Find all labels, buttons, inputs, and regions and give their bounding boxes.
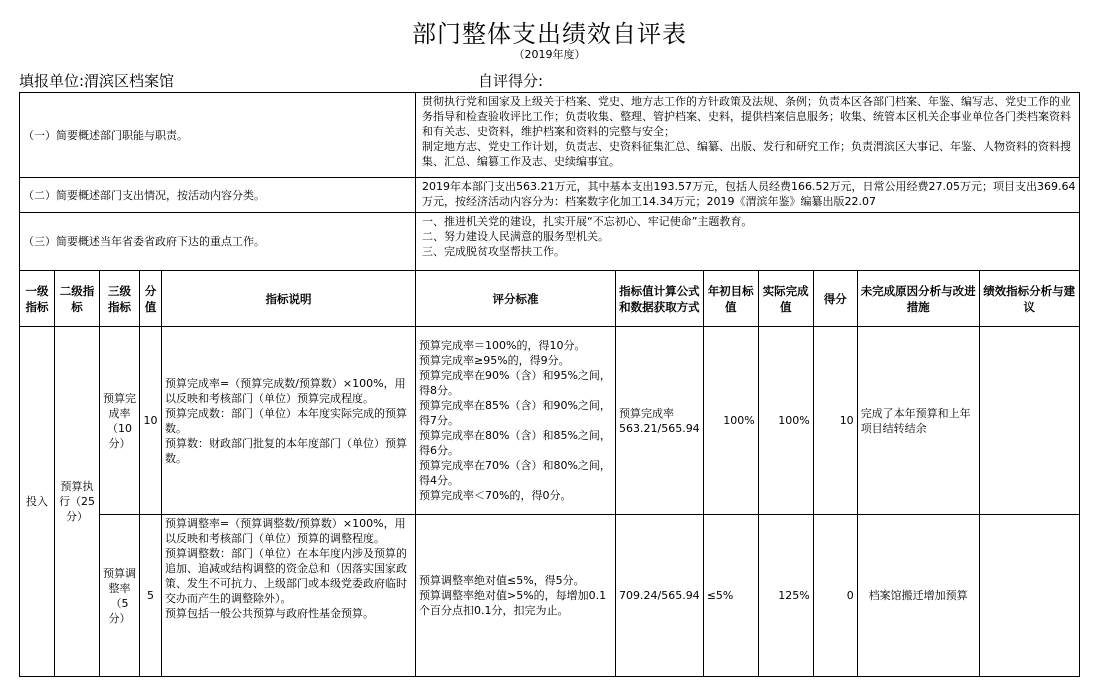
overview-label-3: （三）简要概述当年省委省政府下达的重点工作。 [20, 213, 416, 271]
level3-cell: 预算调整率（5分） [100, 515, 140, 677]
target-cell: ≤5% [703, 515, 758, 677]
report-year: （2019年度） [513, 48, 586, 61]
col-header-score: 得分 [813, 271, 857, 327]
performance-table [19, 92, 1080, 677]
overview-label-2: （二）简要概述部门支出情况，按活动内容分类。 [20, 178, 416, 213]
actual-cell: 100% [758, 327, 813, 515]
description-cell: 预算完成率=（预算完成数/预算数）×100%，用以反映和考核部门（单位）预算完成程度。 预算完成数：部门（单位）本年度实际完成的预算数。 预算数：财政部门批复的本年度部门（单位）预算数。 [162, 327, 416, 515]
level2-cell: 预算执行（25分） [55, 327, 100, 677]
table-row [20, 327, 1080, 515]
col-header-reason: 未完成原因分析与改进措施 [857, 271, 979, 327]
analysis-cell [979, 515, 1079, 677]
formula-cell: 预算完成率 563.21/565.94 [616, 327, 704, 515]
reason-cell: 档案馆搬迁增加预算 [857, 515, 979, 677]
points-cell: 10 [140, 327, 162, 515]
col-header-level3: 三级指标 [100, 271, 140, 327]
formula-cell: 709.24/565.94 [616, 515, 704, 677]
points-cell: 5 [140, 515, 162, 677]
reporting-unit: 填报单位:渭滨区档案馆 [19, 72, 175, 90]
col-header-actual: 实际完成值 [758, 271, 813, 327]
table-row [20, 515, 1080, 677]
description-cell: 预算调整率=（预算调整数/预算数）×100%，用以反映和考核部门（单位）预算的调整程度。 预算调整数：部门（单位）在本年度内涉及预算的追加、追减或结构调整的资金总和（因落实国家政策、发生不可抗力、上级部门或本级党委政府临时交办而产生的调整除外）。 预算包括一般公共预算与政府性基金预算。 [162, 515, 416, 677]
col-header-analysis: 绩效指标分析与建议 [979, 271, 1079, 327]
col-header-criteria: 评分标准 [416, 271, 616, 327]
col-header-target: 年初目标值 [703, 271, 758, 327]
level1-cell: 投入 [20, 327, 55, 677]
overview-label-1: （一）简要概述部门职能与职责。 [20, 93, 416, 178]
score-cell: 10 [813, 327, 857, 515]
col-header-level2: 二级指标 [55, 271, 100, 327]
overview-content-3: 一、推进机关党的建设，扎实开展“不忘初心、牢记使命”主题教育。 二、努力建设人民满意的服务型机关。 三、完成脱贫攻坚帮扶工作。 [416, 213, 1080, 271]
self-score-label: 自评得分: [478, 72, 544, 90]
overview-content-2: 2019年本部门支出563.21万元，其中基本支出193.57万元，包括人员经费166.52万元，日常公用经费27.05万元；项目支出369.64万元，按经济活动内容分为：档案数字化加工14.34万元；2019《渭滨年鉴》编纂出版22.07 [416, 178, 1080, 213]
target-cell: 100% [703, 327, 758, 515]
col-header-points: 分值 [140, 271, 162, 327]
reason-cell: 完成了本年预算和上年项目结转结余 [857, 327, 979, 515]
level3-cell: 预算完成率（10分） [100, 327, 140, 515]
actual-cell: 125% [758, 515, 813, 677]
col-header-level1: 一级指标 [20, 271, 55, 327]
criteria-cell: 预算调整率绝对值≤5%，得5分。 预算调整率绝对值>5%的，每增加0.1个百分点扣0.1分，扣完为止。 [416, 515, 616, 677]
col-header-formula: 指标值计算公式和数据获取方式 [616, 271, 704, 327]
overview-content-1: 贯彻执行党和国家及上级关于档案、党史、地方志工作的方针政策及法规、条例；负责本区各部门档案、年鉴、编写志、党史工作的业务指导和检查验收评比工作；负责收集、整理、管护档案、史料，提供档案信息服务；收集、统管本区机关企事业单位各门类档案资料和有关志、史资料，维护档案和资料的完整与安全； 制定地方志、党史工作计划，负责志、史资料征集汇总、编纂、出版、发行和研究工作；负责渭滨区大事记、年鉴、人物资料的资料搜集、汇总、编篡工作及志、史续编事宜。 [416, 93, 1080, 178]
analysis-cell [979, 327, 1079, 515]
score-cell: 0 [813, 515, 857, 677]
page-title: 部门整体支出绩效自评表 [412, 20, 687, 48]
criteria-cell: 预算完成率＝100%的，得10分。 预算完成率≥95%的，得9分。 预算完成率在90%（含）和95%之间，得8分。 预算完成率在85%（含）和90%之间，得7分。 预算完成率在80%（含）和85%之间，得6分。 预算完成率在70%（含）和80%之间，得4分。 预算完成率＜70%的，得0分。 [416, 327, 616, 515]
col-header-description: 指标说明 [162, 271, 416, 327]
